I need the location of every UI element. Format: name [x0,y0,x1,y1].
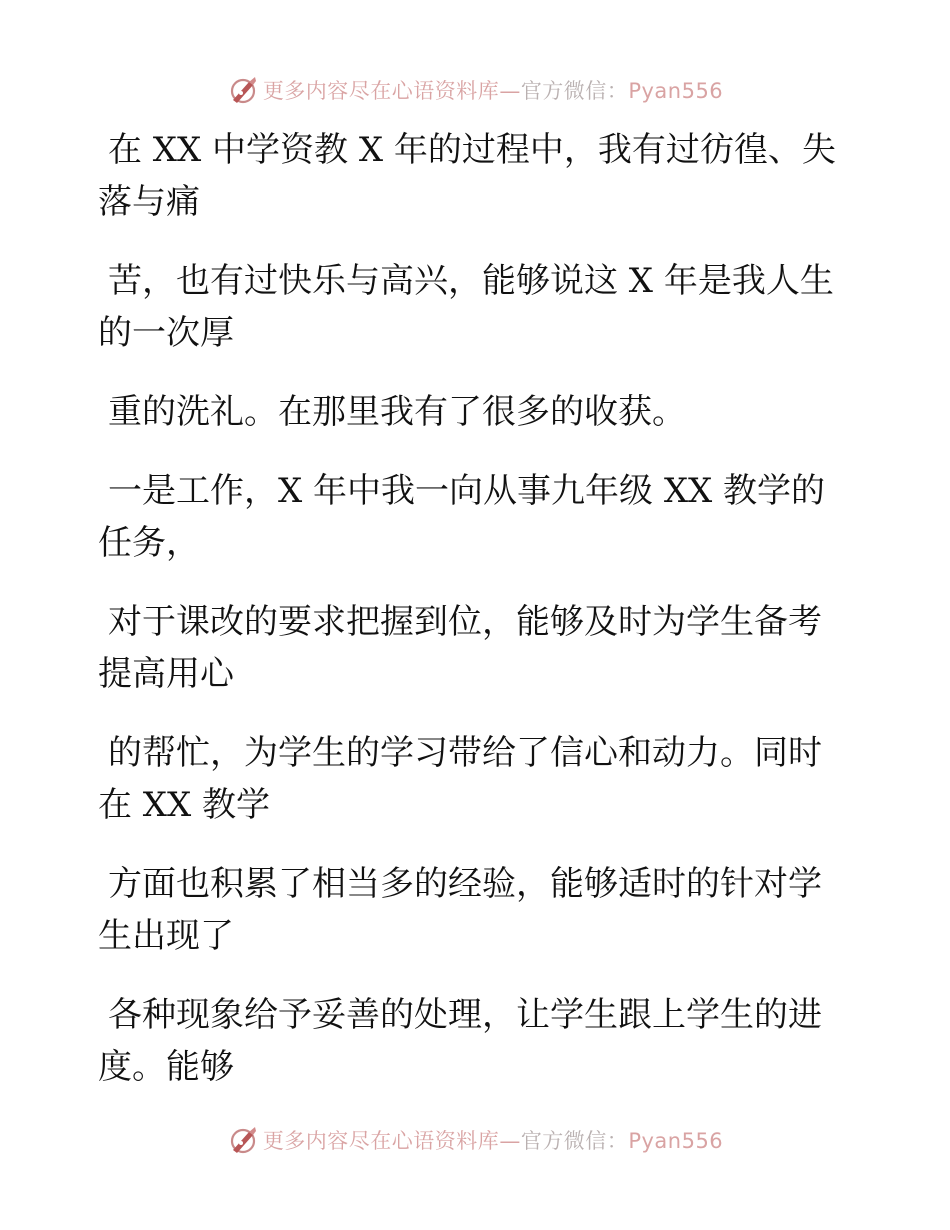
paragraph-line: 度。能够 [98,1047,234,1087]
paragraph-line: 苦，也有过快乐与高兴，能够说这 X 年是我人生 [108,261,834,301]
watermark-text [263,1125,723,1155]
paragraph-line: 任务， [98,523,200,563]
paragraph [98,596,858,700]
paragraph-line: 方面也积累了相当多的经验，能够适时的针对学 [108,864,822,904]
paragraph [98,465,858,569]
watermark-wechat-id: Pyan556 [628,79,724,103]
paragraph-line: 在 XX 教学 [98,785,271,825]
watermark-site-name: 更多内容尽在心语资料库 [262,79,500,103]
paragraph-line: 在 XX 中学资教 X 年的过程中，我有过彷徨、失 [108,130,836,170]
paragraph-line: 的帮忙，为学生的学习带给了信心和动力。同时 [108,733,822,773]
watermark-wechat-label: 官方微信： [520,79,629,103]
header-watermark-banner [0,70,950,110]
paragraph-line: 一是工作，X 年中我一向从事九年级 XX 教学的 [108,471,826,511]
pen-nib-logo-icon [227,1124,259,1156]
paragraph-line: 重的洗礼。在那里我有了很多的收获。 [108,392,686,432]
paragraph-line: 对于课改的要求把握到位，能够及时为学生备考 [108,602,822,642]
watermark-dash: — [499,1129,521,1153]
watermark-wechat-label: 官方微信： [520,1129,629,1153]
paragraph-line: 提高用心 [98,654,234,694]
paragraph [98,124,858,228]
paragraph-line: 各种现象给予妥善的处理，让学生跟上学生的进 [108,995,822,1035]
pen-nib-logo-icon [227,74,259,106]
paragraph-line: 生出现了 [98,916,234,956]
paragraph-line: 的一次厚 [98,313,234,353]
footer-watermark-banner [0,1120,950,1160]
paragraph [98,386,858,438]
watermark-dash: — [499,79,521,103]
document-body [98,124,858,1120]
paragraph [98,989,858,1093]
watermark-wechat-id: Pyan556 [628,1129,724,1153]
watermark-text [263,75,723,105]
watermark-site-name: 更多内容尽在心语资料库 [262,1129,500,1153]
paragraph-line: 落与痛 [98,182,200,222]
paragraph [98,255,858,359]
paragraph [98,727,858,831]
paragraph [98,858,858,962]
